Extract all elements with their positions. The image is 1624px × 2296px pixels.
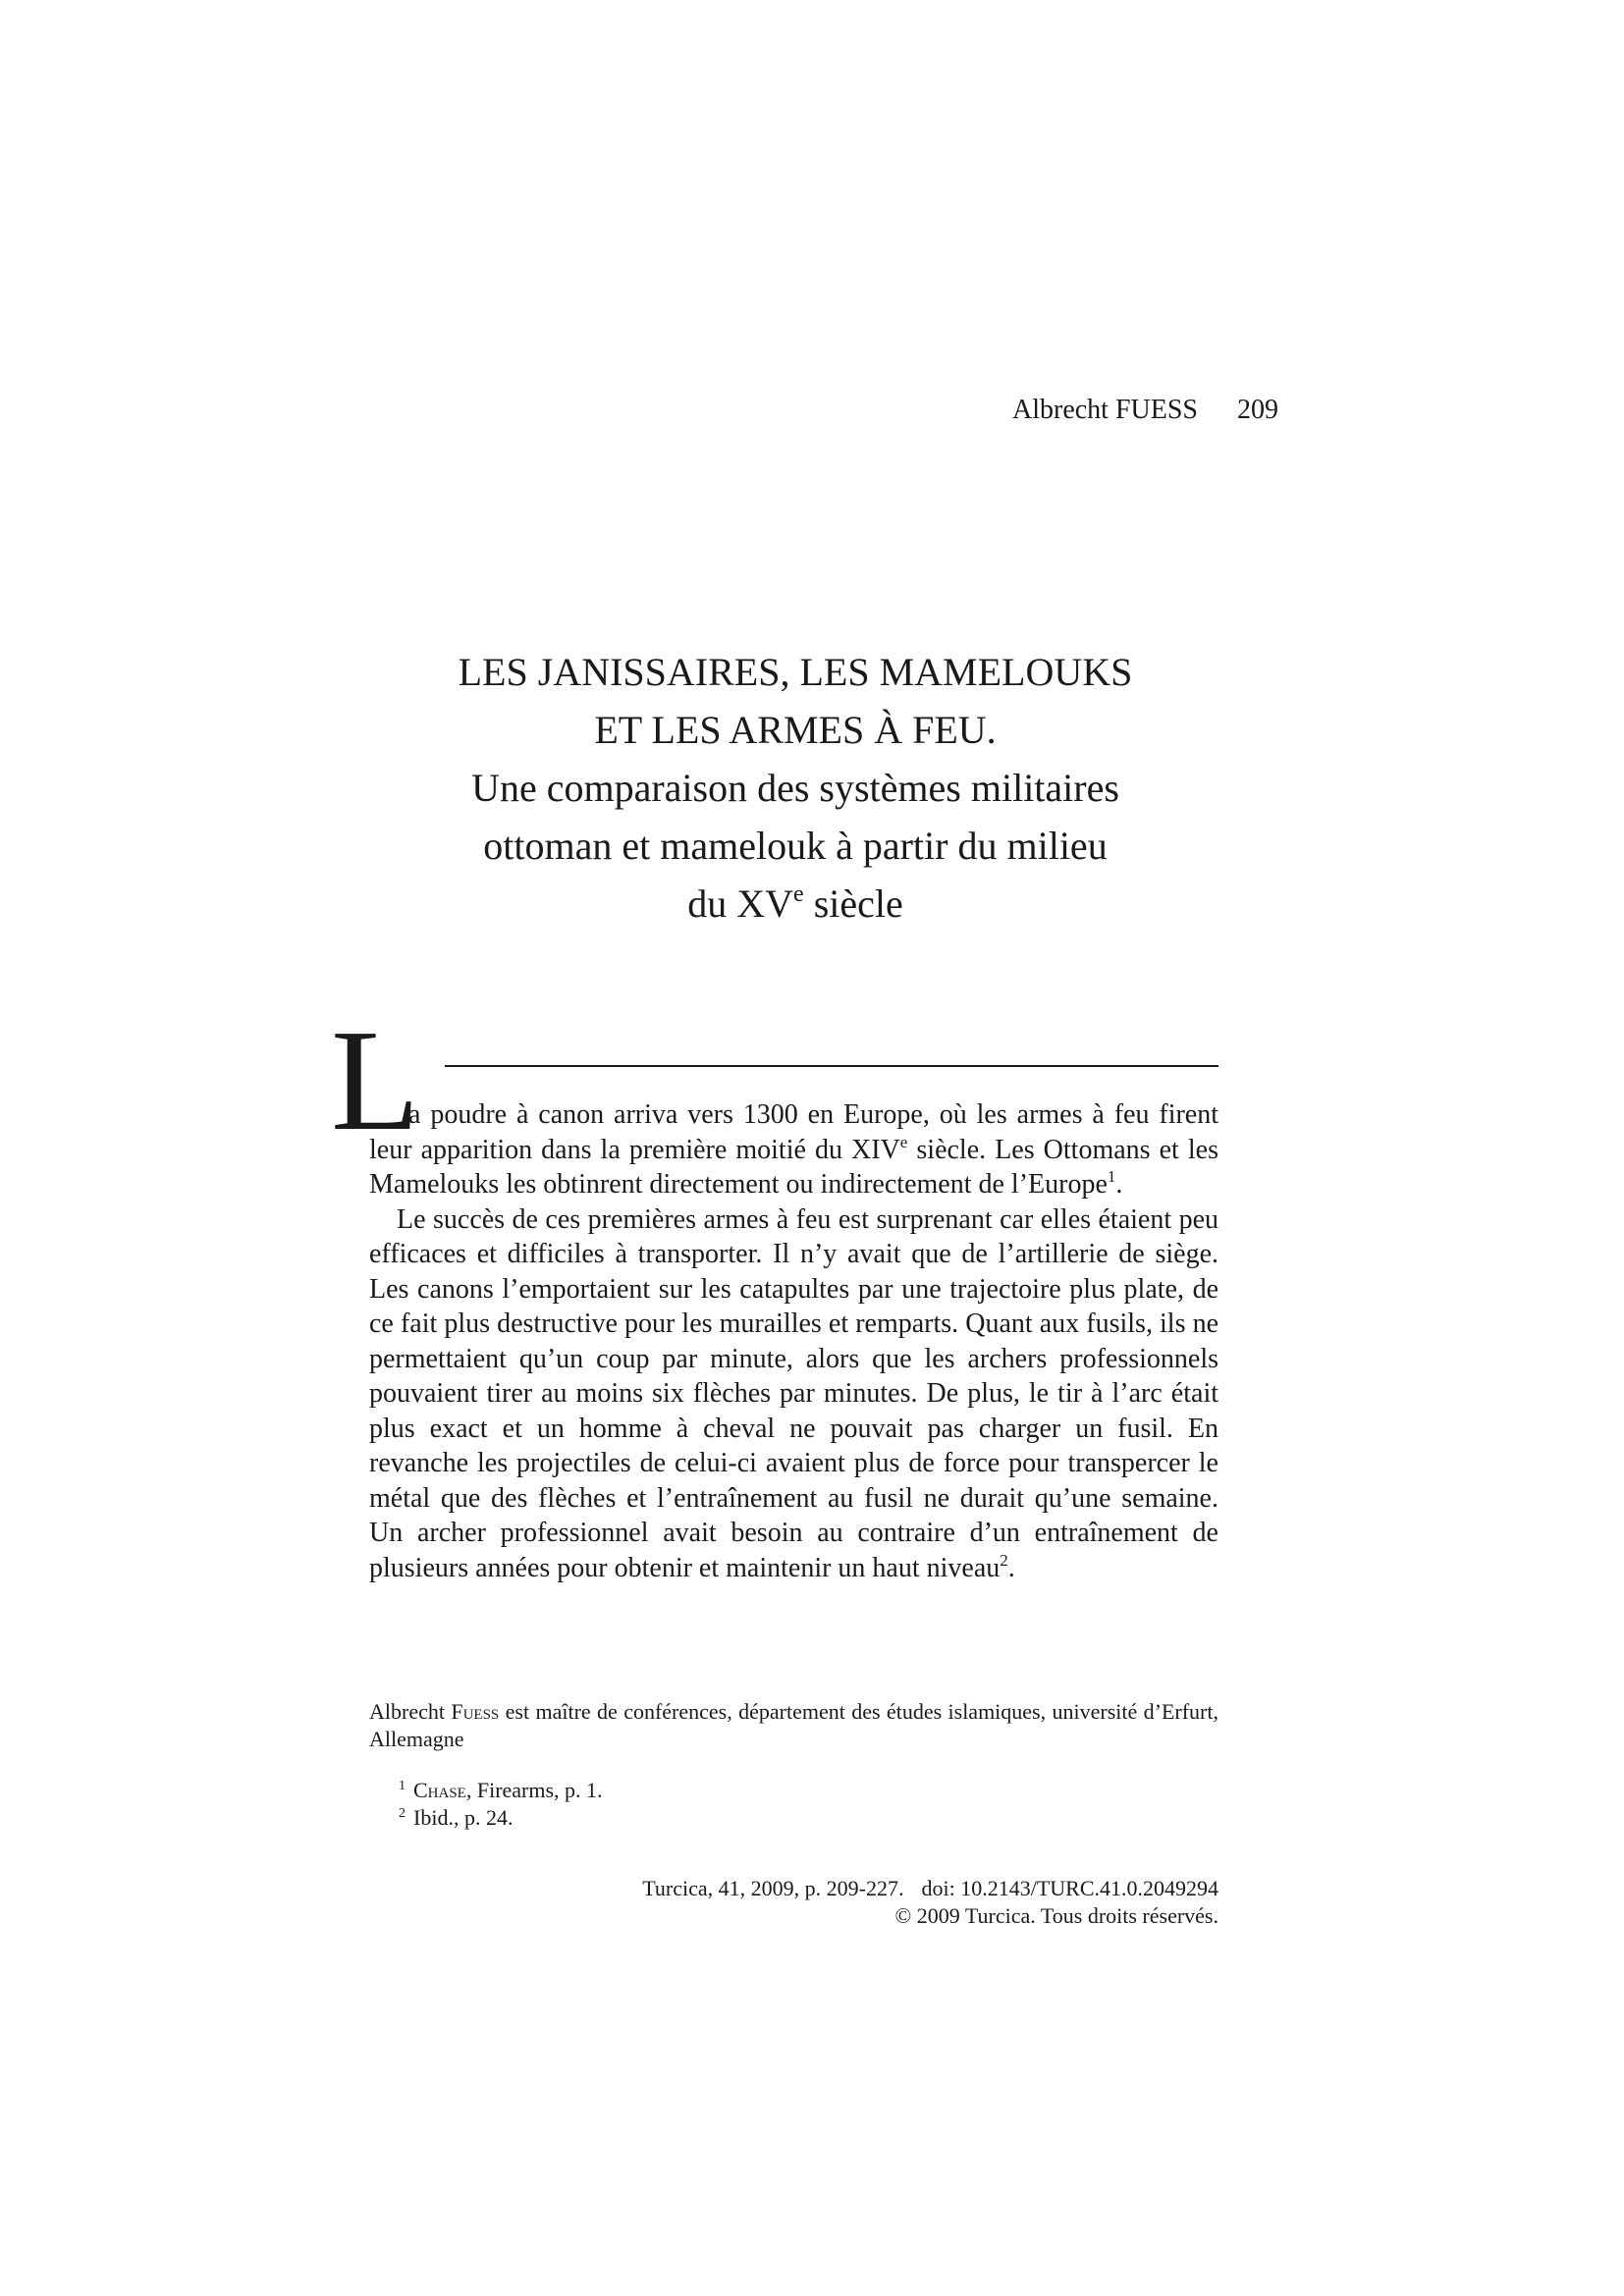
drop-cap-rule [445, 1065, 1218, 1067]
paragraph-2 [369, 1202, 1218, 1586]
author-affiliation [369, 1698, 1218, 1753]
paragraph-1-text-b: siècle. Les Ottomans et les Mamelouks les obtinrent directement ou indirectement de l’Europe [369, 1134, 1218, 1200]
footnote-1 [399, 1777, 1218, 1804]
footnote-text: , Firearms, p. 1. [465, 1778, 603, 1802]
footnote-author: Chase [413, 1778, 466, 1802]
paragraph-2-end: . [1007, 1552, 1015, 1583]
paragraph-2-text: Le succès de ces premières armes à feu est surprenant car elles étaient peu efficaces et difficiles à transporter. Il n’y avait que de l’artillerie de siège. Les canons l’emportaient sur les catapultes par une trajectoire plus plate, de ce fait plus destructive pour les murailles et remparts. Quant aux fusils, ils ne permettaient qu’un coup par minute, alors que les archers professionnels pouvaient tirer au moins six flèches par minutes. De plus, le tir à l’arc était plus exact et un homme à cheval ne pouvait pas charger un fusil. En revanche les projectiles de celui-ci avaient plus de force pour transpercer le métal que des flèches et l’entraînement au fusil ne durait qu’une semaine. Un archer professionnel avait besoin au contraire d’un entraînement de plusieurs années pour obtenir et maintenir un haut niveau [369, 1203, 1218, 1583]
footnotes [399, 1777, 1218, 1832]
running-head [1012, 391, 1278, 430]
affiliation-text: est maître de conférences, département des études islamiques, université d’Erfurt, Allemagne [369, 1699, 1218, 1751]
paragraph-1-end: . [1115, 1169, 1123, 1200]
affiliation-first-name: Albrecht [369, 1699, 452, 1724]
subtitle-line-2: ottoman et mamelouk à partir du milieu [483, 824, 1108, 868]
journal-citation: Turcica, 41, 2009, p. 209-227. [642, 1876, 904, 1900]
footnote-2 [399, 1804, 1218, 1832]
doi: doi: 10.2143/TURC.41.0.2049294 [921, 1876, 1218, 1900]
affiliation-surname: Fuess [451, 1699, 500, 1724]
title-line-2: ET LES ARMES À FEU. [594, 708, 997, 752]
footnote-ref-2: 2 [1000, 1550, 1008, 1570]
century-superscript: e [793, 881, 804, 907]
subtitle-line-3-suffix: siècle [803, 881, 903, 926]
copyright: © 2009 Turcica. Tous droits réservés. [894, 1903, 1218, 1928]
citation-line [642, 1875, 1218, 1902]
footnote-number: 1 [399, 1779, 406, 1793]
paragraph-1-text-a: a poudre à canon arriva vers 1300 en Europe, où les armes à feu firent leur apparition dans la première moitié du XIV [369, 1099, 1218, 1165]
century-superscript: e [899, 1132, 908, 1151]
footnote-text: Ibid., p. 24. [413, 1805, 514, 1830]
footnote-number: 2 [399, 1806, 406, 1821]
drop-cap: L [331, 1000, 420, 1161]
article-title [373, 643, 1218, 933]
subtitle-line-3-prefix: du XV [687, 881, 794, 926]
subtitle-line-1: Une comparaison des systèmes militaires [471, 766, 1119, 810]
paragraph-1 [369, 1097, 1218, 1202]
title-line-1: LES JANISSAIRES, LES MAMELOUKS [458, 650, 1133, 694]
body-text [369, 1097, 1218, 1585]
subtitle-line-3 [373, 875, 1218, 933]
page-number: 209 [1237, 395, 1278, 425]
footnote-ref-1: 1 [1107, 1167, 1116, 1186]
journal-info [642, 1875, 1218, 1930]
running-head-author: Albrecht FUESS [1012, 395, 1198, 425]
